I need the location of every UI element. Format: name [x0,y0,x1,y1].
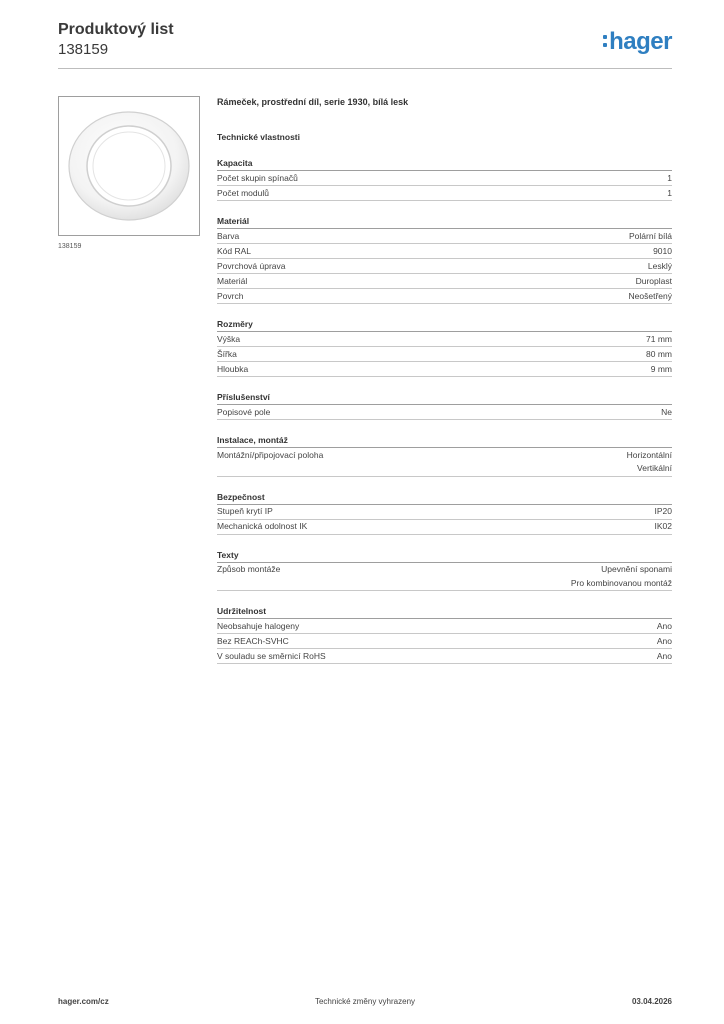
spec-value [655,505,673,519]
spec-label: Bez REACh-SVHC [217,635,289,646]
spec-label: Montážní/připojovací poloha [217,449,324,460]
section-title: Texty [217,549,672,563]
frame-illustration [59,97,199,235]
logo-colon-icon [603,34,607,48]
spec-value [627,449,672,476]
product-image [58,96,200,236]
spec-value-line: 9010 [653,245,672,256]
spec-section [217,434,672,477]
hager-logo [603,29,672,55]
specifications [217,95,672,664]
spec-row [217,332,672,347]
spec-label: Neobsahuje halogeny [217,620,300,631]
spec-value [648,260,672,274]
spec-row [217,171,672,186]
spec-value-line: IK02 [654,521,672,531]
spec-row [217,563,672,592]
spec-section [217,318,672,377]
section-title: Rozměry [217,318,672,332]
spec-label: Výška [217,333,241,344]
spec-value-line: 71 mm [646,333,672,344]
spec-value [571,563,672,590]
spec-value-line: Ano [656,650,672,661]
spec-row [217,362,672,377]
spec-value-line: Polární bílá [629,230,672,241]
spec-value [657,620,672,634]
spec-label: Popisové pole [217,406,271,417]
spec-row [217,619,672,634]
spec-row [217,520,672,535]
spec-label: Počet skupin spínačů [217,172,298,183]
footer-website[interactable]: hager.com/cz [58,997,109,1006]
spec-row [217,634,672,649]
section-title: Materiál [217,215,672,229]
spec-row [217,448,672,477]
spec-value [636,275,672,289]
spec-label: Stupeň krytí IP [217,506,273,516]
spec-value-line: Neošetřený [628,290,672,301]
spec-value [657,650,672,664]
spec-row [217,186,672,201]
spec-value [646,348,672,362]
spec-value-line: Lesklý [647,260,672,271]
spec-section [217,157,672,201]
header-divider [58,68,672,69]
spec-value-line: Ano [656,620,672,631]
spec-label: Šířka [217,348,237,359]
footer-date: 03.04.2026 [631,997,672,1006]
spec-row [217,259,672,274]
spec-label: Povrch [217,290,244,301]
spec-row [217,505,672,520]
spec-value-line: 1 [667,172,672,183]
image-caption: 138159 [58,243,82,250]
spec-label: Kód RAL [217,245,252,256]
section-title: Bezpečnost [217,491,672,505]
logo-text: hager [609,28,672,55]
spec-row [217,405,672,420]
spec-value-line: Upevnění sponami [601,564,672,574]
spec-value [646,333,672,347]
spec-label: Barva [217,230,240,241]
spec-value-line: IP20 [654,506,672,516]
spec-row [217,289,672,304]
spec-value [661,406,672,420]
section-title: Instalace, montáž [217,434,672,448]
product-number: 138159 [58,41,109,58]
product-name: Rámeček, prostřední díl, serie 1930, bílá lesk [217,97,409,107]
spec-row [217,649,672,664]
spec-value [629,230,672,244]
spec-section [217,491,672,535]
document-title: Produktový list [58,21,174,38]
section-title: Kapacita [217,157,672,171]
spec-sections [217,157,672,664]
spec-value [667,187,672,201]
spec-section [217,391,672,420]
spec-value [657,635,672,649]
spec-value [655,520,673,534]
spec-value [653,245,672,259]
spec-value-line: Pro kombinovanou montáž [570,577,672,588]
document-header [58,20,174,59]
spec-section [217,549,672,592]
spec-label: Mechanická odolnost IK [217,521,308,531]
spec-label: V souladu se směrnicí RoHS [217,650,326,661]
footer-note: Technické změny vyhrazeny [314,997,416,1006]
spec-label: Hloubka [217,363,249,374]
spec-value [667,172,672,186]
spec-value-line: Ano [656,635,672,646]
spec-section [217,605,672,664]
spec-value-line: 1 [667,187,672,198]
spec-value-line: Vertikální [637,463,672,473]
spec-row [217,229,672,244]
spec-value-line: Horizontální [626,449,672,460]
section-title: Udržitelnost [217,605,672,619]
spec-label: Počet modulů [217,187,269,198]
spec-value-line: 9 mm [650,363,672,374]
spec-row [217,274,672,289]
spec-value [651,363,672,377]
spec-label: Povrchová úprava [217,260,286,271]
spec-section [217,215,672,304]
spec-label: Materiál [217,275,248,286]
spec-value-line: 80 mm [646,348,672,359]
spec-value-line: Duroplast [635,275,672,286]
section-title: Příslušenství [217,391,672,405]
technical-properties-heading: Technické vlastnosti [217,132,300,142]
spec-value [629,290,672,304]
spec-label: Způsob montáže [217,564,281,574]
spec-row [217,244,672,259]
spec-value-line: Ne [661,406,672,417]
spec-row [217,347,672,362]
